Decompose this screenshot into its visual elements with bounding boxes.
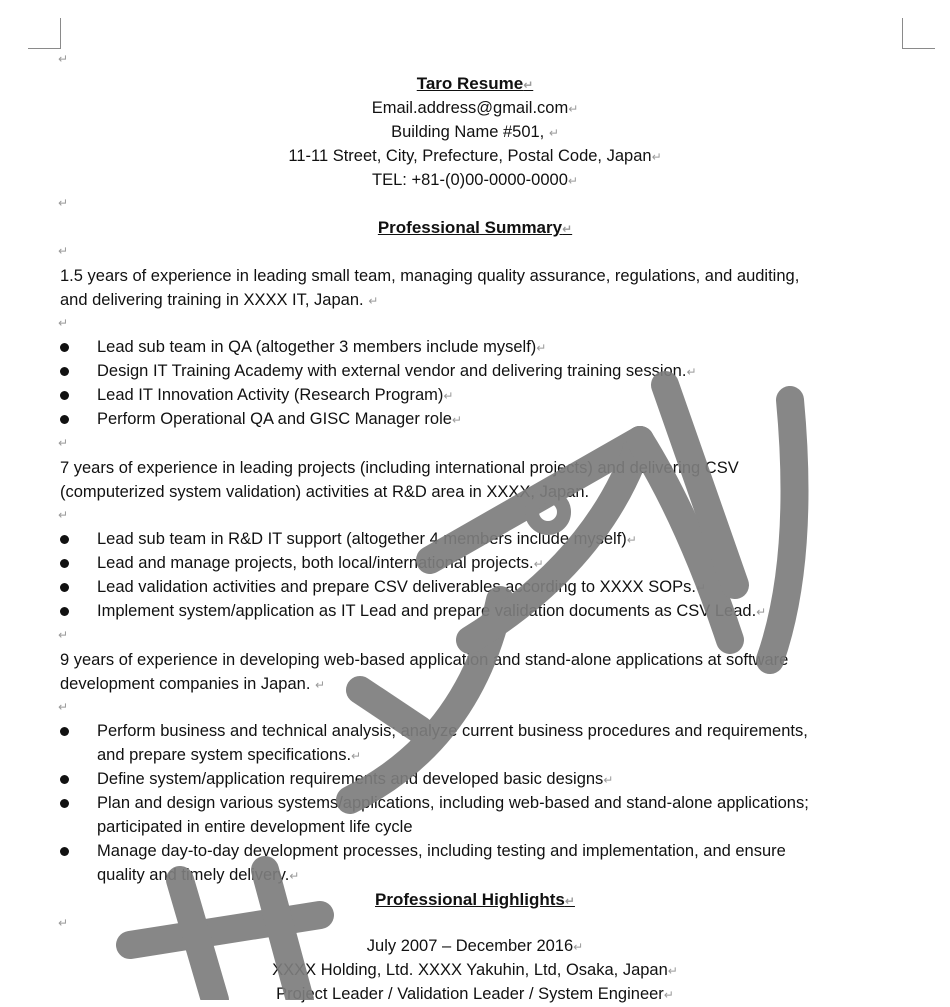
highlights-heading: Professional Highlights↵ — [375, 890, 575, 909]
paragraph-mark: ↵ — [58, 316, 69, 330]
bullet-icon — [60, 799, 69, 808]
summary-paragraph-1-line-1: 1.5 years of experience in leading small team, managing quality assurance, regulations, and auditing, — [60, 267, 800, 285]
summary-paragraph-3-line-2: development companies in Japan. ↵ — [60, 675, 326, 693]
top-left-crop-mark — [28, 18, 61, 49]
bullet-icon — [60, 343, 69, 352]
tel-line: TEL: +81-(0)00-0000-0000↵ — [372, 171, 578, 189]
bullet-icon — [60, 583, 69, 592]
bullet-icon — [60, 775, 69, 784]
paragraph-mark: ↵ — [58, 244, 69, 258]
paragraph-mark: ↵ — [58, 628, 69, 642]
summary-paragraph-1-line-2: and delivering training in XXXX IT, Japan. ↵ — [60, 291, 379, 309]
highlight-period: July 2007 – December 2016↵ — [366, 937, 584, 955]
highlight-company: XXXX Holding, Ltd. XXXX Yakuhin, Ltd, Osaka, Japan↵ — [272, 961, 678, 979]
watermark-stroke — [770, 400, 795, 660]
summary-paragraph-2-line-1: 7 years of experience in leading projects (including international projects) and delivering CSV — [60, 459, 739, 477]
paragraph-mark: ↵ — [58, 916, 69, 930]
summary-heading: Professional Summary↵ — [377, 218, 573, 237]
bullet-icon — [60, 559, 69, 568]
bullet-icon — [60, 607, 69, 616]
paragraph-mark: ↵ — [58, 52, 69, 66]
bullet-icon — [60, 535, 69, 544]
bullet-icon — [60, 367, 69, 376]
resume-title: Taro Resume↵ — [416, 74, 534, 93]
highlight-roles: Project Leader / Validation Leader / System Engineer↵ — [276, 985, 674, 1003]
bullet-icon — [60, 727, 69, 736]
bullet-icon — [60, 415, 69, 424]
paragraph-mark: ↵ — [58, 508, 69, 522]
summary-paragraph-2-line-2: (computerized system validation) activities at R&D area in XXXX, Japan. — [60, 483, 590, 501]
building-line: Building Name #501, ↵ — [391, 123, 559, 141]
paragraph-mark: ↵ — [58, 196, 69, 210]
paragraph-mark: ↵ — [58, 700, 69, 714]
top-right-crop-mark — [902, 18, 935, 49]
summary-paragraph-3-line-1: 9 years of experience in developing web-based application and stand-alone applications at software — [60, 651, 789, 669]
watermark-stroke — [665, 385, 735, 585]
address-line: 11-11 Street, City, Prefecture, Postal Code, Japan↵ — [288, 147, 662, 165]
bullet-icon — [60, 391, 69, 400]
paragraph-mark: ↵ — [58, 436, 69, 450]
bullet-icon — [60, 847, 69, 856]
email-line: Email.address@gmail.com↵ — [371, 99, 579, 117]
resume-page: ↵ Taro Resume↵ Email.address@gmail.com↵ Building Name #501, ↵ 11-11 Street, City, Prefecture, Postal Code, Japan↵ TEL: +81-(0)00-0000-0000↵ ↵ Professional Summary↵ ↵ 1.5 years of experience in leading small team, managing quality assurance, regulations, and auditing, and delivering training in XXXX IT, Japan. ↵ ↵ Lead sub team in QA (altogether 3 members include myself)↵ Design IT Training Academy with external vendor and delivering training session.↵ Lead IT Innovation Activity (Research Program)↵ Perform Operational QA and GISC Manager role↵ ↵ 7 years of experience in leading projects (including international projects) and delivering CSV (computerized system validation) activities at R&D area in XXXX, Japan. ↵ Lead sub team in R&D IT support (altogether 4 members include myself)↵ Lead and manage projects, both local/international projects.↵ Lead validation activities and prepare CSV deliverables according to XXXX SOPs.↵ Implement system/application as IT Lead and prepare validation documents as CSV Lead.↵ ↵ 9 years of experience in developing web-based application and stand-alone applications at software development companies in Japan. ↵ ↵ Perform business and technical analysis; analyze current business procedures and requirements, and prepare system specifications.↵ Define system/application requirements and developed basic designs↵ Plan and design various systems/applications, including web-based and stand-alone applications; participated in entire development life cycle Manage day-to-day development processes, including testing and implementation, and ensure quality and timely delivery.↵ Professional Highlights↵ ↵ July 2007 – December 2016↵ XXXX Holding, Ltd. XXXX Yakuhin, Ltd, Osaka, Japan↵ Project Leader / Validation Leader / System Engineer↵ — [0, 0, 950, 1000]
